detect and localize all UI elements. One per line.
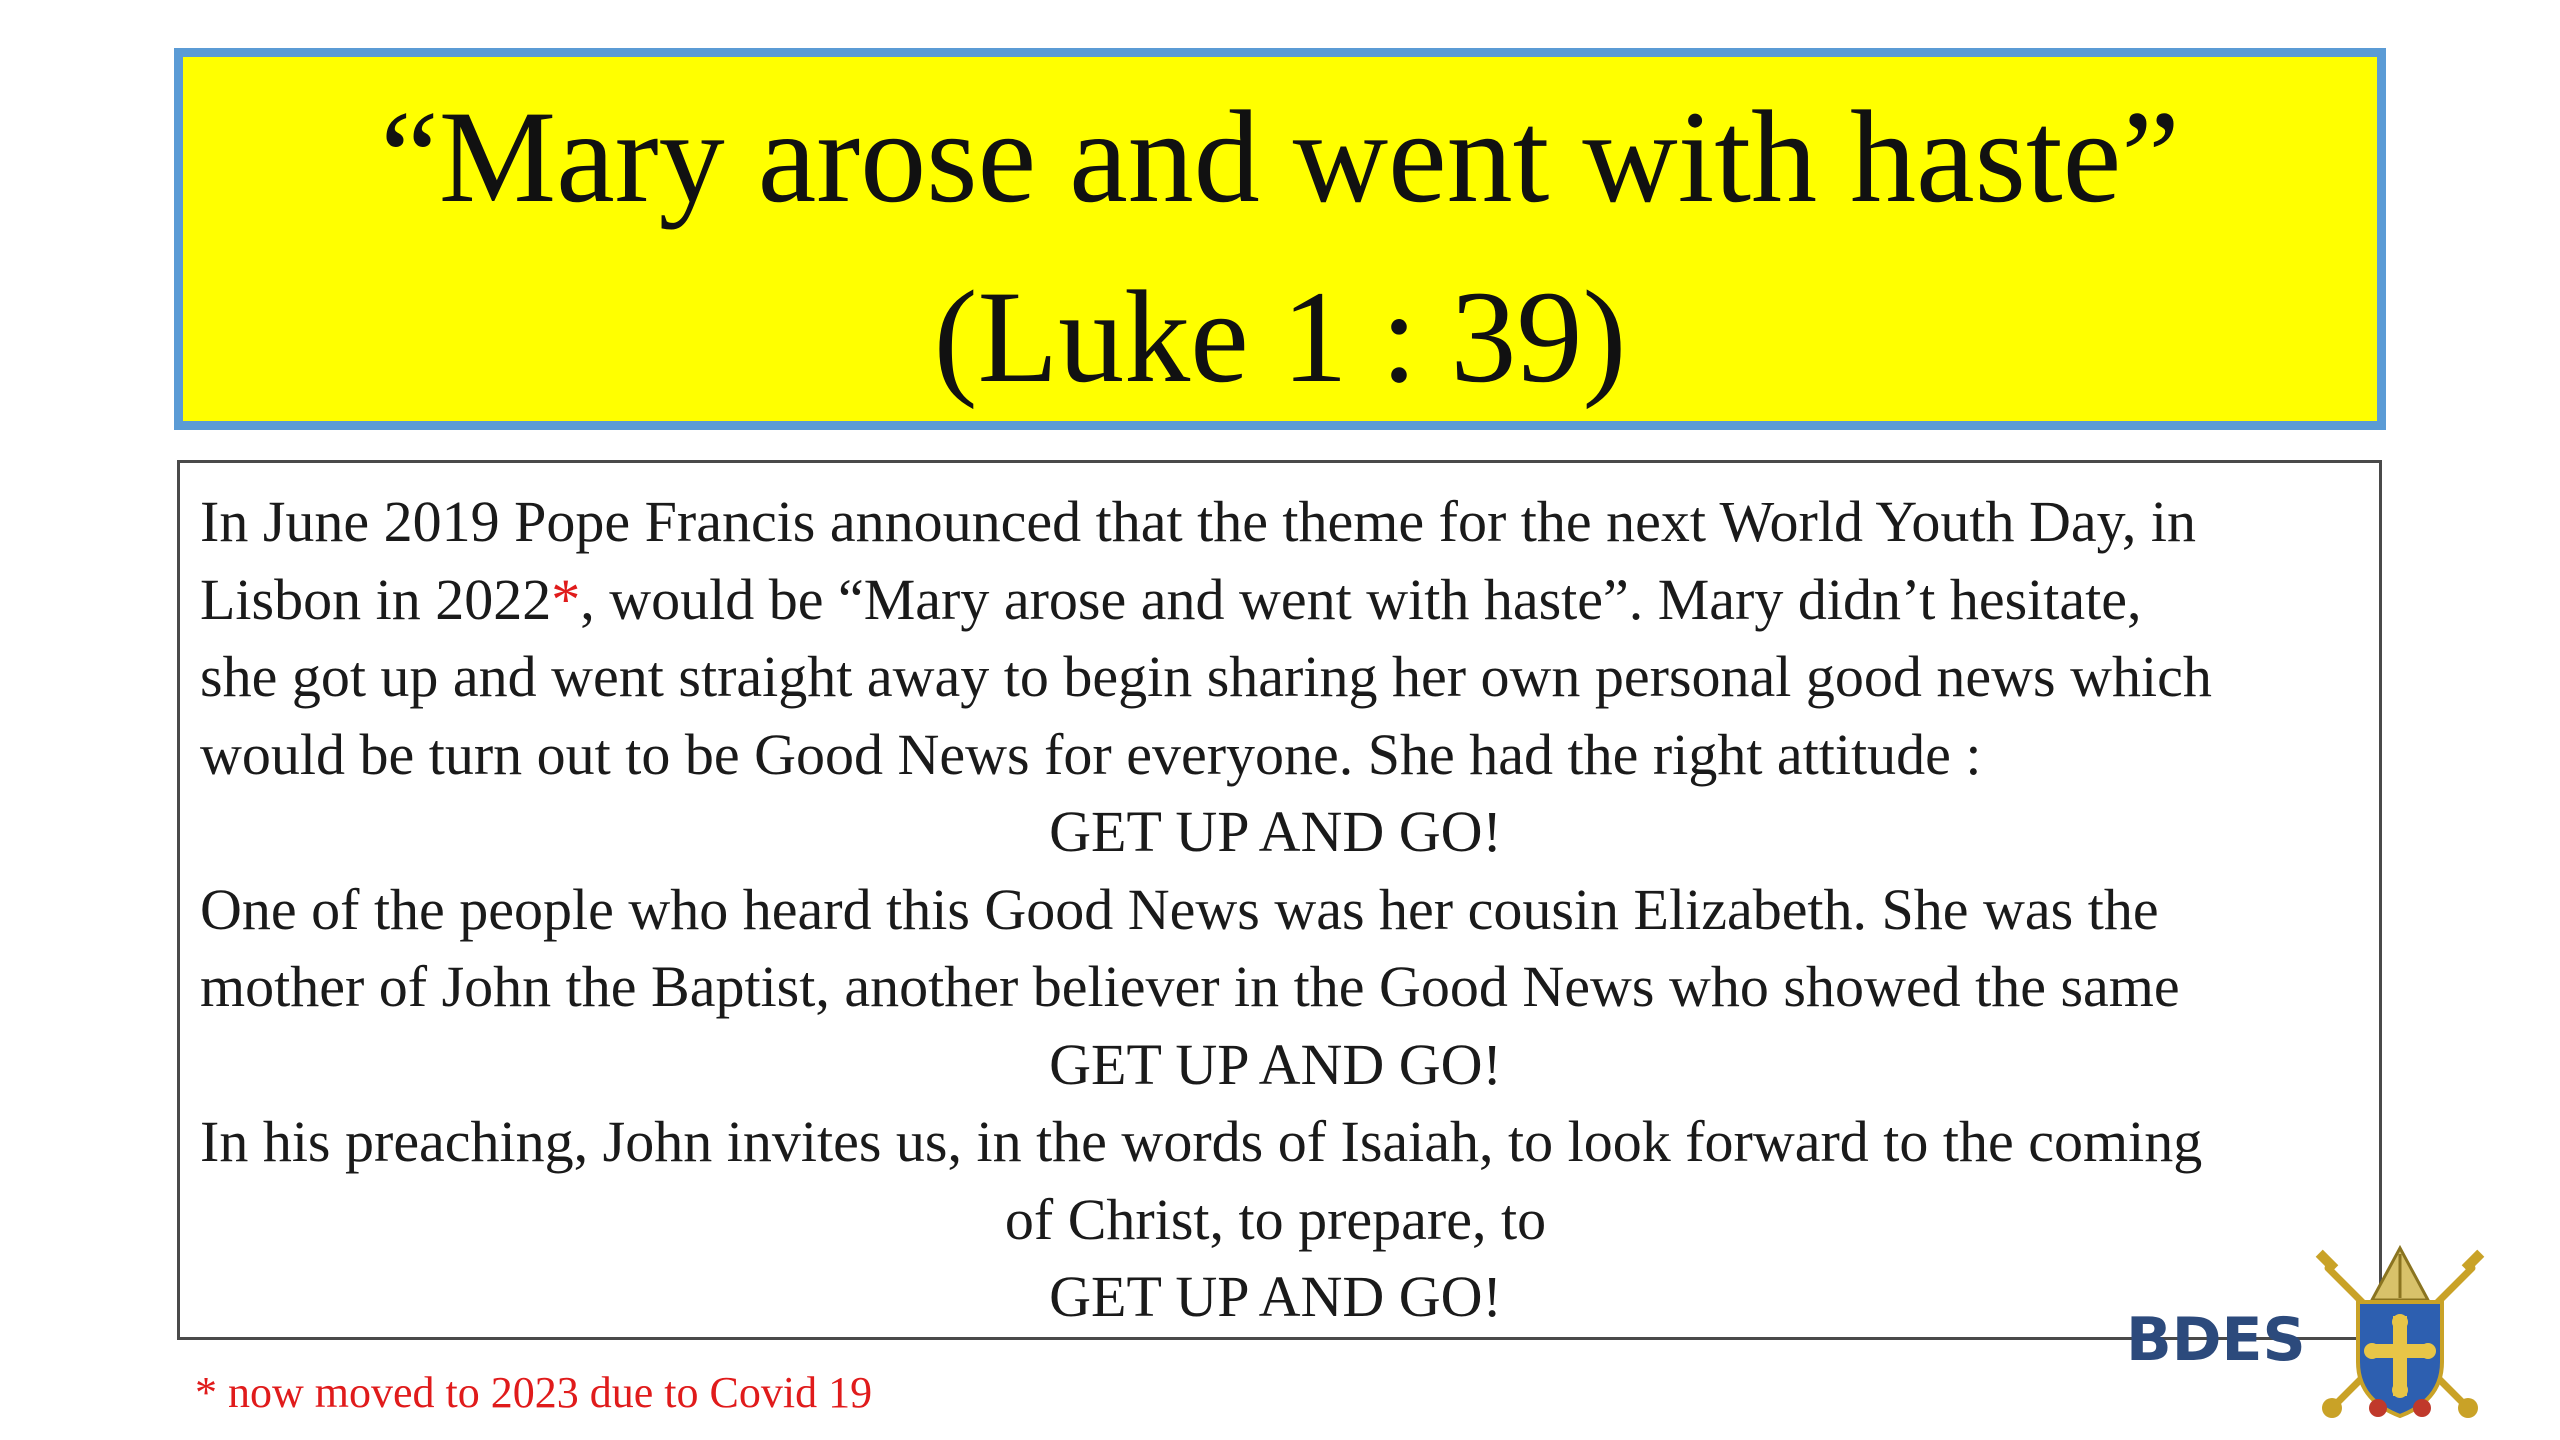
body-text-box bbox=[177, 460, 2382, 1340]
title-quote: “Mary arose and went with haste” bbox=[380, 83, 2180, 230]
body-line: In June 2019 Pope Francis announced that the theme for the next World Youth Day, in bbox=[200, 489, 2196, 554]
body-line-text: Lisbon in 2022 bbox=[200, 566, 552, 632]
footnote: * now moved to 2023 due to Covid 19 bbox=[195, 1368, 873, 1417]
asterisk-marker: * bbox=[551, 566, 581, 632]
diocesan-crest-icon bbox=[2310, 1240, 2490, 1430]
body-line: In his preaching, John invites us, in the words of Isaiah, to look forward to the coming bbox=[200, 1109, 2203, 1174]
body-line-text: , would be “Mary arose and went with haste”. Mary didn’t hesitate, bbox=[580, 566, 2142, 632]
body-line bbox=[200, 561, 2351, 639]
title-reference: (Luke 1 : 39) bbox=[933, 263, 1627, 410]
slogan-line: GET UP AND GO! bbox=[1049, 1031, 1502, 1097]
slogan-line: GET UP AND GO! bbox=[1049, 799, 1502, 864]
body-line: One of the people who heard this Good News was her cousin Elizabeth. She was the bbox=[200, 876, 2159, 942]
body-line: mother of John the Baptist, another believer in the Good News who showed the same bbox=[200, 954, 2180, 1019]
body-line: of Christ, to prepare, to bbox=[1004, 1186, 1547, 1252]
title-box bbox=[174, 48, 2386, 430]
brand-label: BDES bbox=[2126, 1305, 2306, 1375]
slogan-line: GET UP AND GO! bbox=[1049, 1264, 1502, 1329]
body-line: would be turn out to be Good News for everyone. She had the right attitude : bbox=[200, 721, 1982, 787]
body-line: she got up and went straight away to begin sharing her own personal good news which bbox=[200, 644, 2212, 709]
